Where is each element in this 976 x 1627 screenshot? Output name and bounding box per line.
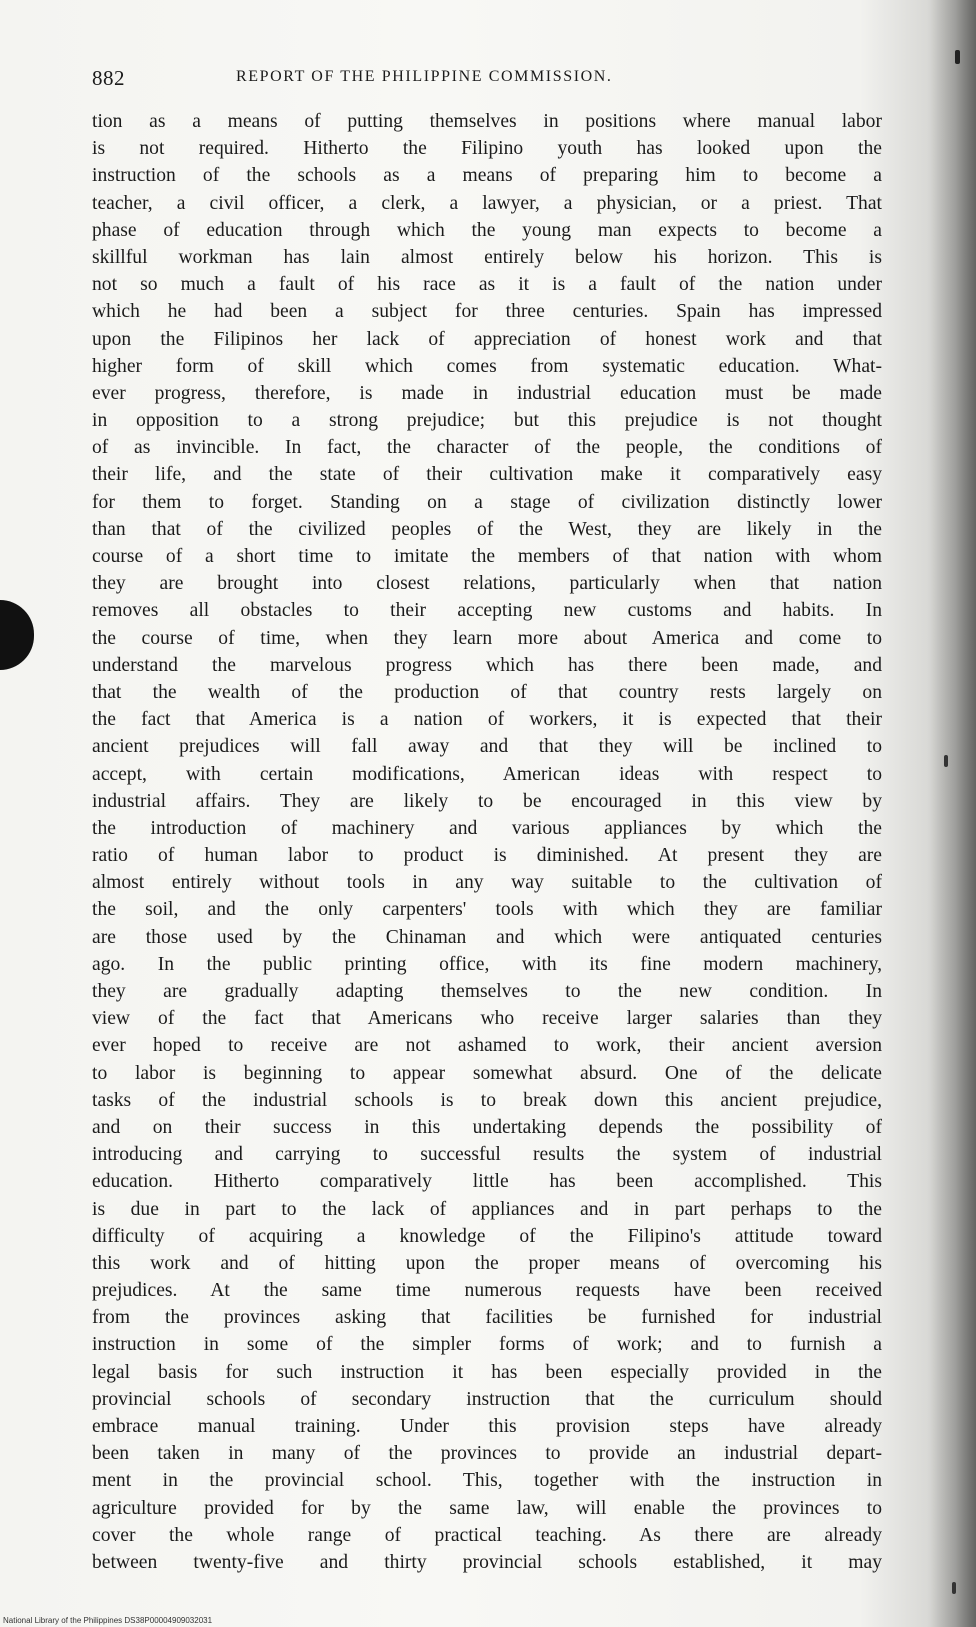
- text-line: not so much a fault of his race as it is a fault of the nation under: [92, 274, 882, 296]
- text-line: this work and of hitting upon the proper means of overcoming his: [92, 1252, 882, 1274]
- text-line: is not required. Hitherto the Filipino youth has looked upon the: [92, 138, 882, 160]
- text-line: tion as a means of putting themselves in positions where manual labor: [92, 111, 882, 132]
- text-line: are those used by the Chinaman and which were antiquated centuries: [92, 926, 882, 948]
- text-line: agriculture provided for by the same law, will enable the provinces to: [92, 1497, 882, 1519]
- text-line: in opposition to a strong prejudice; but this prejudice is not thought: [92, 410, 882, 432]
- text-line: they are brought into closest relations, particularly when that nation: [92, 573, 882, 595]
- text-line: teacher, a civil officer, a clerk, a lawyer, a physician, or a priest. That: [92, 192, 882, 214]
- text-line: legal basis for such instruction it has been especially provided in the: [92, 1361, 882, 1383]
- text-line: their life, and the state of their cultivation make it comparatively easy: [92, 464, 882, 486]
- text-line: instruction of the schools as a means of preparing him to become a: [92, 165, 882, 187]
- text-line: ratio of human labor to product is diminished. At present they are: [92, 845, 882, 867]
- text-line: ever progress, therefore, is made in industrial education must be made: [92, 382, 882, 404]
- text-line: than that of the civilized peoples of the West, they are likely in the: [92, 518, 882, 540]
- page-number: 882: [92, 66, 125, 90]
- text-line: and on their success in this undertaking depends the possibility of: [92, 1116, 882, 1138]
- text-line: accept, with certain modifications, American ideas with respect to: [92, 763, 882, 785]
- text-line: of as invincible. In fact, the character of the people, the conditions of: [92, 437, 882, 459]
- text-line: they are gradually adapting themselves to the new condition. In: [92, 981, 882, 1002]
- text-line: the course of time, when they learn more about America and come to: [92, 627, 882, 649]
- library-stamp: National Library of the Philippines DS38P00004909032031: [3, 1616, 213, 1625]
- text-line: upon the Filipinos her lack of appreciation of honest work and that: [92, 328, 882, 350]
- text-line: higher form of skill which comes from systematic education. What-: [92, 355, 882, 377]
- text-line: education. Hitherto comparatively little has been accomplished. This: [92, 1171, 882, 1193]
- text-line: is due in part to the lack of appliances and in part perhaps to the: [92, 1198, 882, 1220]
- text-line: tasks of the industrial schools is to break down this ancient prejudice,: [92, 1089, 882, 1111]
- margin-mark: [955, 50, 960, 64]
- text-line: been taken in many of the provinces to provide an industrial depart-: [92, 1443, 882, 1465]
- text-line: the soil, and the only carpenters' tools with which they are familiar: [92, 899, 882, 921]
- text-line: instruction in some of the simpler forms of work; and to furnish a: [92, 1334, 882, 1356]
- text-line: introducing and carrying to successful results the system of industrial: [92, 1144, 882, 1166]
- binding-shadow: [930, 0, 976, 1627]
- text-line: difficulty of acquiring a knowledge of the Filipino's attitude toward: [92, 1225, 882, 1247]
- text-line: provincial schools of secondary instruction that the curriculum should: [92, 1388, 882, 1410]
- text-line: the introduction of machinery and various appliances by which the: [92, 817, 882, 839]
- body-text: [92, 108, 882, 1576]
- text-line: the fact that America is a nation of workers, it is expected that their: [92, 709, 882, 731]
- text-line: ago. In the public printing office, with its fine modern machinery,: [92, 953, 882, 975]
- text-line: removes all obstacles to their accepting new customs and habits. In: [92, 600, 882, 622]
- scan-blot: [0, 600, 34, 670]
- text-line: between twenty-five and thirty provincial schools established, it may: [92, 1551, 882, 1573]
- text-line: cover the whole range of practical teaching. As there are already: [92, 1524, 882, 1546]
- text-line: prejudices. At the same time numerous requests have been received: [92, 1280, 882, 1302]
- page-header: [92, 66, 884, 94]
- text-line: for them to forget. Standing on a stage of civilization distinctly lower: [92, 491, 882, 513]
- text-line: ancient prejudices will fall away and that they will be inclined to: [92, 736, 882, 758]
- margin-mark: [944, 755, 948, 767]
- margin-mark: [952, 1582, 956, 1594]
- running-head: REPORT OF THE PHILIPPINE COMMISSION.: [236, 68, 613, 85]
- text-line: course of a short time to imitate the members of that nation with whom: [92, 546, 882, 567]
- text-line: skillful workman has lain almost entirely below his horizon. This is: [92, 246, 882, 268]
- text-line: almost entirely without tools in any way suitable to the cultivation of: [92, 872, 882, 894]
- text-line: ment in the provincial school. This, together with the instruction in: [92, 1470, 882, 1492]
- text-line: which he had been a subject for three centuries. Spain has impressed: [92, 301, 882, 323]
- text-line: to labor is beginning to appear somewhat absurd. One of the delicate: [92, 1062, 882, 1084]
- text-line: industrial affairs. They are likely to be encouraged in this view by: [92, 790, 882, 812]
- text-line: phase of education through which the young man expects to become a: [92, 219, 882, 241]
- text-line: understand the marvelous progress which has there been made, and: [92, 654, 882, 676]
- text-line: that the wealth of the production of that country rests largely on: [92, 681, 882, 703]
- text-line: embrace manual training. Under this provision steps have already: [92, 1416, 882, 1437]
- text-line: view of the fact that Americans who receive larger salaries than they: [92, 1008, 882, 1030]
- text-line: ever hoped to receive are not ashamed to work, their ancient aversion: [92, 1035, 882, 1057]
- text-line: from the provinces asking that facilities be furnished for industrial: [92, 1307, 882, 1329]
